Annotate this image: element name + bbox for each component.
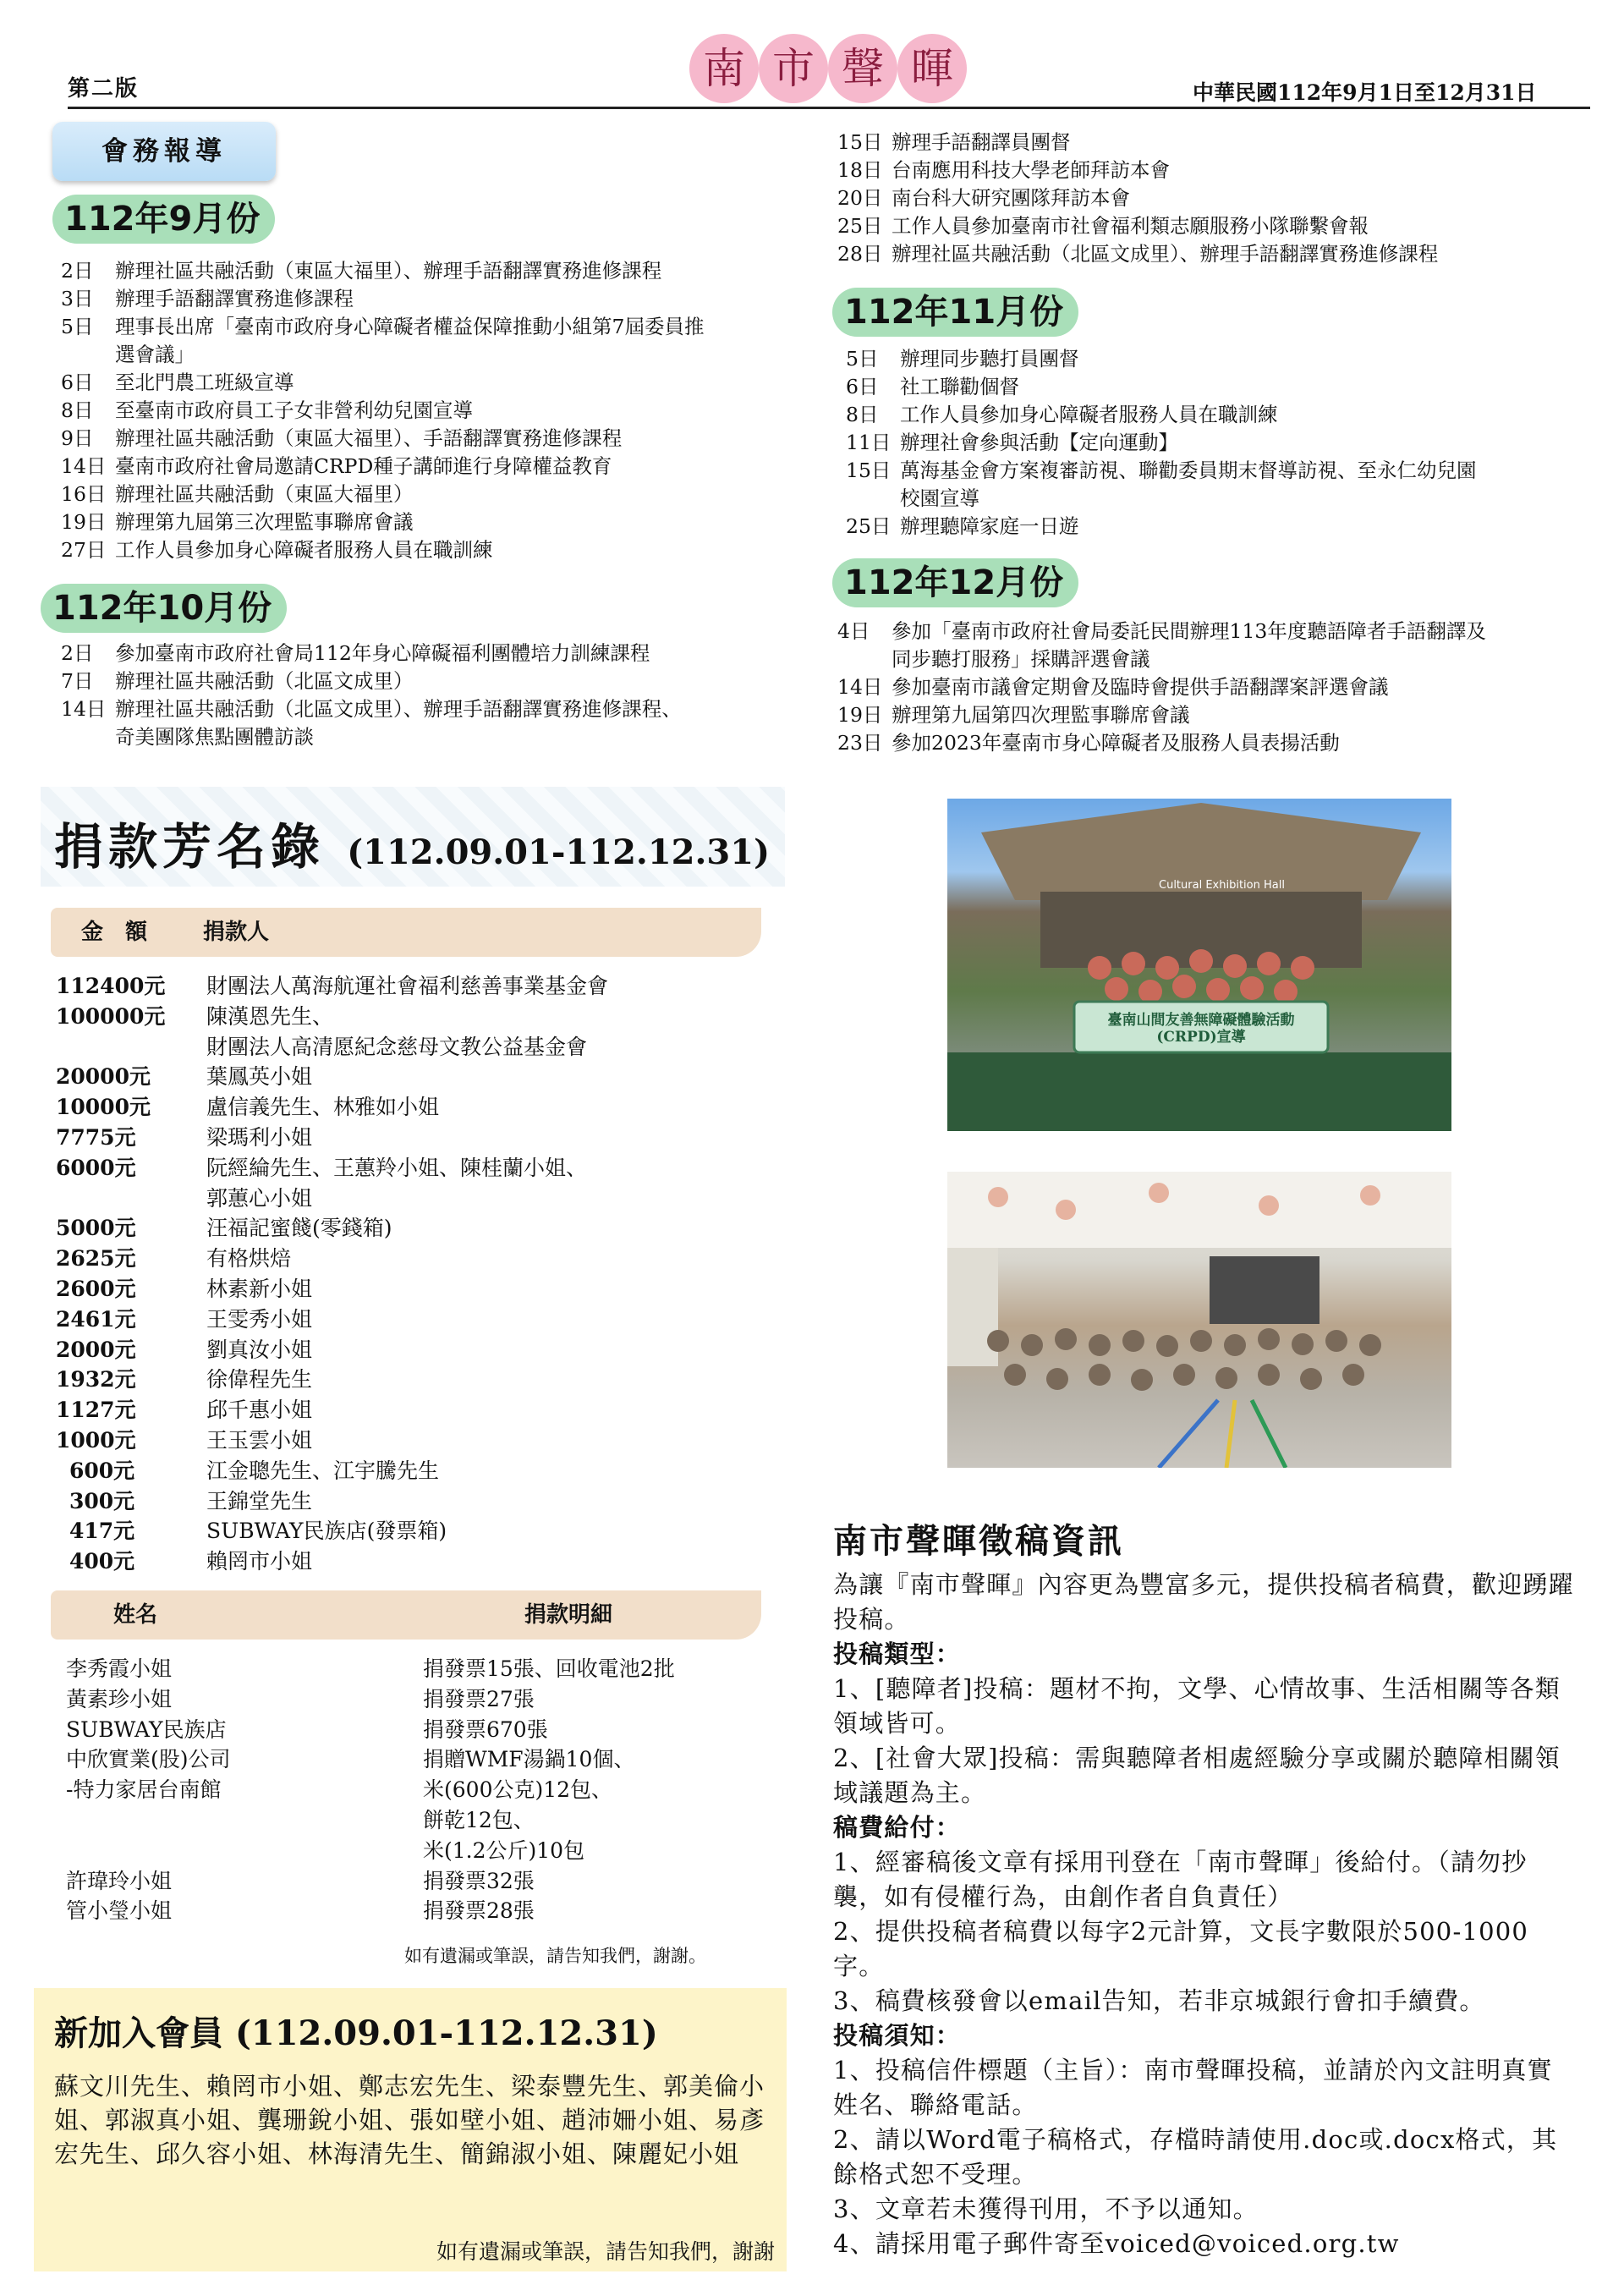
donation-row: [56, 1516, 608, 1546]
event-row: [61, 285, 805, 313]
event-list-oct: [61, 640, 805, 751]
donation-header: [41, 787, 785, 887]
event-text: 臺南市政府社會局邀請CRPD種子講師進行身障權益教育: [115, 454, 612, 478]
event-row: [61, 481, 805, 508]
new-members-title: [54, 2007, 658, 2055]
donation-item-row: [66, 1866, 776, 1897]
item-donor-name: SUBWAY民族店: [66, 1717, 227, 1742]
event-row: [837, 701, 1582, 729]
event-text: 萬海基金會方案複審訪視、聯勸委員期末督導訪視、至永仁幼兒園 校園宣導: [900, 459, 1477, 510]
donation-period: (112.09.01-112.12.31): [347, 832, 771, 872]
donation-amount: [56, 1032, 206, 1063]
event-date: 14日: [837, 675, 883, 699]
event-date: 14日: [61, 697, 107, 721]
donation-item-row: [66, 1684, 776, 1715]
event-text: 南台科大研究團隊拜訪本會: [892, 186, 1130, 210]
item-donor-name: 黃素珍小姐: [66, 1686, 173, 1711]
event-date: 6日: [846, 375, 879, 398]
cfs-paragraph: 1、[聽障者]投稿：題材不拘，文學、心情故事、生活相關等各類領域皆可。: [833, 1674, 1561, 1738]
donation-note: 如有遺漏或筆誤，請告知我們，謝謝。: [404, 1946, 706, 1966]
photo-classroom-illustration: [947, 1172, 1451, 1468]
photo-group-outdoor: [947, 799, 1451, 1131]
col-amount: 金 額: [81, 920, 148, 945]
item-detail: 捐發票27張: [423, 1686, 535, 1711]
donation-row: [56, 1335, 608, 1365]
event-row: [837, 729, 1582, 757]
event-text: 工作人員參加臺南市社會福利類志願服務小隊聯繫會報: [892, 214, 1369, 238]
donation-amount: 1932元: [56, 1367, 136, 1392]
event-text: 至北門農工班級宣導: [115, 371, 294, 394]
event-row: [837, 618, 1582, 673]
donation-item-row: [66, 1805, 776, 1836]
event-date: 8日: [61, 398, 94, 422]
event-date: 20日: [837, 186, 883, 210]
event-text: 參加「臺南市政府社會局委託民間辦理113年度聽語障者手語翻譯及 同步聽打服務」採購評選會議: [892, 619, 1486, 671]
event-row: [837, 129, 1582, 157]
donor-name: 邱千惠小姐: [206, 1398, 313, 1423]
event-date: 19日: [61, 510, 107, 534]
item-donor-name: 管小瑩小姐: [66, 1898, 173, 1924]
event-date: 2日: [61, 259, 94, 283]
issue-date: 中華民國112年9月1日至12月31日: [1193, 80, 1537, 105]
event-date: 6日: [61, 371, 94, 394]
masthead-title: [689, 34, 965, 107]
donation-title-text: 捐款芳名錄: [54, 818, 326, 876]
event-row: [61, 640, 805, 667]
event-date: 16日: [61, 482, 107, 506]
donation-item-row: [66, 1775, 776, 1805]
new-members-box: [34, 1988, 787, 2271]
donation-row: [56, 1092, 608, 1123]
event-row: [846, 429, 1582, 457]
cfs-paragraph: 3、文章若未獲得刊用，不予以通知。: [833, 2194, 1259, 2223]
item-detail: 捐贈WMF湯鍋10個、: [423, 1747, 635, 1772]
donation-row: [56, 1365, 608, 1395]
cfs-paragraph: 2、提供投稿者稿費以每字2元計算，文長字數限於500-1000字。: [833, 1917, 1529, 1980]
event-row: [837, 212, 1582, 240]
event-text: 辦理聽障家庭一日遊: [900, 514, 1079, 538]
donation-amount: 7775元: [56, 1124, 136, 1150]
event-text: 辦理社區共融活動（東區大福里）、手語翻譯實務進修課程: [115, 426, 623, 450]
donation-row: [56, 1546, 608, 1577]
donation-amount: 417元: [69, 1519, 135, 1544]
event-row: [61, 508, 805, 536]
event-row: [61, 397, 805, 425]
donor-name: 阮經綸先生、王蕙羚小姐、陳桂蘭小姐、: [206, 1155, 588, 1180]
item-header-band: [51, 1590, 761, 1640]
event-date: 23日: [837, 731, 883, 755]
event-date: 5日: [846, 347, 879, 371]
donation-item-row: [66, 1744, 776, 1775]
cfs-paragraph: 2、請以Word電子稿格式，存檔時請使用.doc或.docx格式，其餘格式恕不受理。: [833, 2125, 1558, 2189]
month-badge-oct: 112年10月份: [41, 584, 287, 633]
donation-row: [56, 1425, 608, 1456]
donor-name: 盧信義先生、林雅如小姐: [206, 1095, 440, 1120]
masthead-char: 南: [689, 34, 759, 103]
donation-row: [56, 1002, 608, 1032]
cfs-paragraph: 1、經審稿後文章有採用刊登在「南市聲暉」後給付。（請勿抄襲，如有侵權行為，由創作者自負責任）: [833, 1848, 1528, 1911]
event-text: 參加臺南市政府社會局112年身心障礙福利團體培力訓練課程: [115, 641, 650, 665]
item-detail: 米(600公克)12包、: [423, 1777, 613, 1803]
donation-row: [56, 1123, 608, 1153]
new-members-names: 蘇文川先生、賴罔市小姐、鄭志宏先生、梁泰豐先生、郭美倫小姐、郭淑真小姐、龔珊銳小姐、張如壁小姐、趙沛姍小姐、易彥宏先生、邱久容小姐、林海清先生、簡錦淑小姐、陳麗妃小姐: [54, 2072, 765, 2168]
donation-amount: 300元: [69, 1488, 135, 1513]
donor-name: 王錦堂先生: [206, 1488, 313, 1513]
donation-amount: 1127元: [56, 1398, 136, 1423]
event-text: 至臺南市政府員工子女非營利幼兒園宣導: [115, 398, 473, 422]
month-badge-nov: 112年11月份: [832, 288, 1078, 337]
donor-name: 王玉雲小姐: [206, 1427, 313, 1453]
event-row: [61, 313, 805, 369]
event-text: 辦理第九屆第四次理監事聯席會議: [892, 703, 1190, 727]
event-row: [837, 184, 1582, 212]
item-donor-name: [66, 1836, 423, 1866]
event-date: 7日: [61, 669, 94, 693]
event-list-sep: [61, 257, 805, 564]
donation-item-list: [66, 1654, 776, 1926]
donation-amount: [56, 1184, 206, 1214]
donation-row: [56, 1184, 608, 1214]
event-row: [846, 513, 1582, 541]
masthead-char: 暉: [897, 34, 967, 103]
cfs-paragraph: 2、[社會大眾]投稿：需與聽障者相處經驗分享或關於聽障相關領域議題為主。: [833, 1744, 1561, 1807]
event-date: 9日: [61, 426, 94, 450]
item-detail: 捐發票15張、回收電池2批: [423, 1656, 675, 1681]
event-date: 14日: [61, 454, 107, 478]
donor-name: 財團法人高清愿紀念慈母文教公益基金會: [206, 1034, 588, 1059]
cfs-paragraph: 稿費給付：: [833, 1813, 962, 1842]
donation-item-row: [66, 1896, 776, 1926]
event-row: [846, 401, 1582, 429]
cfs-title: 南市聲暉徵稿資訊: [833, 1521, 1124, 1561]
month-badge-sep: 112年9月份: [52, 195, 275, 244]
donation-row: [56, 1032, 608, 1063]
item-donor-name: -特力家居台南館: [66, 1777, 222, 1803]
donor-name: 徐偉程先生: [206, 1367, 313, 1392]
event-text: 理事長出席「臺南市政府身心障礙者權益保障推動小組第7屆委員推 選會議」: [115, 315, 705, 366]
donation-amount: 6000元: [56, 1155, 136, 1180]
event-row: [837, 673, 1582, 701]
header-rule: [68, 107, 1590, 109]
event-list-dec: [837, 618, 1582, 757]
event-date: 3日: [61, 287, 94, 310]
event-text: 辦理手語翻譯實務進修課程: [115, 287, 354, 310]
call-for-submissions: [833, 1514, 1577, 2261]
donation-row: [56, 1153, 608, 1184]
photo-outdoor-illustration: [947, 799, 1451, 1131]
event-text: 辦理手語翻譯員團督: [892, 130, 1071, 154]
event-text: 辦理同步聽打員團督: [900, 347, 1079, 371]
item-donor-name: [66, 1805, 423, 1836]
event-text: 辦理社區共融活動（東區大福里）、辦理手語翻譯實務進修課程: [115, 259, 662, 283]
event-text: 辦理社區共融活動（北區文成里）、辦理手語翻譯實務進修課程: [892, 242, 1439, 266]
event-text: 辦理社區共融活動（東區大福里）: [115, 482, 414, 506]
donation-row: [56, 1395, 608, 1425]
col-name: 姓名: [113, 1602, 158, 1628]
donor-name: 江金聰先生、江宇騰先生: [206, 1458, 440, 1483]
event-text: 辦理社會參與活動【定向運動】: [900, 431, 1178, 454]
cfs-paragraph: 為讓『南市聲暉』內容更為豐富多元，提供投稿者稿費，歡迎踴躍投稿。: [833, 1570, 1574, 1634]
edition-label: 第二版: [68, 76, 140, 102]
donor-name: 梁瑪利小姐: [206, 1124, 313, 1150]
event-list-nov: [846, 345, 1582, 541]
photo1-banner-text: Cultural Exhibition Hall: [1159, 879, 1285, 892]
event-list-oct-cont: [837, 129, 1582, 268]
event-text: 辦理社區共融活動（北區文成里）: [115, 669, 414, 693]
donor-name: 王雯秀小姐: [206, 1306, 313, 1332]
event-date: 25日: [846, 514, 892, 538]
event-text: 參加臺南市議會定期會及臨時會提供手語翻譯案評選會議: [892, 675, 1389, 699]
cfs-paragraph: 1、投稿信件標題（主旨）：南市聲暉投稿，並請於內文註明真實姓名、聯絡電話。: [833, 2056, 1553, 2119]
donation-title: [54, 807, 770, 878]
cfs-paragraph: 3、稿費核發會以email告知，若非京城銀行會扣手續費。: [833, 1986, 1485, 2015]
event-date: 15日: [837, 130, 883, 154]
item-detail: 餅乾12包、: [423, 1807, 535, 1832]
event-row: [61, 695, 805, 751]
event-row: [61, 667, 805, 695]
event-date: 15日: [846, 459, 892, 482]
donation-amount-list: [56, 971, 608, 1577]
donor-name: 劉真汝小姐: [206, 1337, 313, 1362]
event-row: [846, 373, 1582, 401]
donation-amount: 1000元: [56, 1427, 136, 1453]
event-date: 27日: [61, 538, 107, 562]
event-text: 工作人員參加身心障礙者服務人員在職訓練: [115, 538, 493, 562]
donor-name: 葉鳳英小姐: [206, 1064, 313, 1090]
donation-row: [56, 971, 608, 1002]
item-detail: 捐發票28張: [423, 1898, 535, 1924]
donor-name: 財團法人萬海航運社會福利慈善事業基金會: [206, 974, 609, 998]
donation-amount: 400元: [69, 1549, 135, 1574]
donation-amount: 20000元: [56, 1064, 151, 1090]
donor-name: 賴罔市小姐: [206, 1549, 313, 1574]
donation-row: [56, 1456, 608, 1486]
event-text: 辦理第九屆第三次理監事聯席會議: [115, 510, 414, 534]
month-badge-dec: 112年12月份: [832, 558, 1078, 607]
donation-amount: 10000元: [56, 1095, 151, 1120]
donation-row: [56, 1062, 608, 1092]
donor-name: 陳漢恩先生、: [206, 1003, 334, 1029]
col-donor: 捐款人: [203, 920, 270, 945]
donor-name: 郭蕙心小姐: [206, 1185, 313, 1211]
donation-amount: 100000元: [56, 1003, 166, 1029]
new-members-period: (112.09.01-112.12.31): [234, 2013, 658, 2053]
event-text: 參加2023年臺南市身心障礙者及服務人員表揚活動: [892, 731, 1340, 755]
photo-group-classroom: [947, 1172, 1451, 1468]
event-date: 8日: [846, 403, 879, 426]
donation-row: [56, 1244, 608, 1274]
item-donor-name: 許瑋玲小姐: [66, 1868, 173, 1893]
cfs-paragraph: 4、請採用電子郵件寄至voiced@voiced.org.tw: [833, 2229, 1400, 2258]
event-date: 19日: [837, 703, 883, 727]
event-date: 11日: [846, 431, 892, 454]
masthead-char: 聲: [828, 34, 897, 103]
item-donor-name: 李秀霞小姐: [66, 1656, 173, 1681]
new-members-note: 如有遺漏或筆誤，請告知我們，謝謝: [436, 2239, 775, 2264]
event-text: 台南應用科技大學老師拜訪本會: [892, 158, 1170, 182]
event-row: [61, 453, 805, 481]
event-row: [846, 457, 1582, 513]
event-date: 18日: [837, 158, 883, 182]
donation-item-row: [66, 1654, 776, 1684]
event-row: [61, 425, 805, 453]
event-text: 辦理社區共融活動（北區文成里）、辦理手語翻譯實務進修課程、 奇美團隊焦點團體訪談: [115, 697, 682, 749]
photo1-sign-text: 臺南山間友善無障礙體驗活動(CRPD)宣導: [1107, 1012, 1295, 1046]
event-row: [837, 157, 1582, 184]
event-date: 25日: [837, 214, 883, 238]
event-row: [61, 369, 805, 397]
donation-amount: 2625元: [56, 1246, 136, 1272]
event-row: [61, 257, 805, 285]
donation-amount: 5000元: [56, 1216, 136, 1241]
event-row: [846, 345, 1582, 373]
event-row: [61, 536, 805, 564]
new-members-title-text: 新加入會員: [54, 2013, 223, 2053]
donation-amount: 2000元: [56, 1337, 136, 1362]
event-text: 社工聯勸個督: [900, 375, 1019, 398]
item-detail: 米(1.2公斤)10包: [423, 1837, 585, 1863]
donation-amount: 112400元: [56, 974, 166, 998]
donation-row: [56, 1486, 608, 1517]
masthead-char: 市: [759, 34, 828, 103]
event-date: 5日: [61, 315, 94, 338]
col-detail: 捐款明細: [524, 1602, 613, 1628]
donor-name: 汪福記蜜餞(零錢箱): [206, 1216, 392, 1241]
amount-header-band: [51, 908, 761, 957]
cfs-paragraph: 投稿類型：: [833, 1640, 962, 1668]
section-label-report: 會務報導: [52, 122, 276, 181]
donation-item-row: [66, 1715, 776, 1745]
donor-name: SUBWAY民族店(發票箱): [206, 1519, 447, 1544]
cfs-paragraph: 投稿須知：: [833, 2021, 962, 2050]
item-detail: 捐發票32張: [423, 1868, 535, 1893]
donation-amount: 600元: [69, 1458, 135, 1483]
donation-row: [56, 1213, 608, 1244]
event-date: 28日: [837, 242, 883, 266]
event-text: 工作人員參加身心障礙者服務人員在職訓練: [900, 403, 1278, 426]
donation-amount: 2600元: [56, 1276, 136, 1301]
donation-row: [56, 1274, 608, 1305]
item-detail: 捐發票670張: [423, 1717, 548, 1742]
item-donor-name: 中欣實業(股)公司: [66, 1747, 231, 1772]
event-date: 4日: [837, 619, 870, 643]
cfs-body: [833, 1568, 1577, 2261]
donor-name: 有格烘焙: [206, 1246, 292, 1272]
donation-row: [56, 1305, 608, 1335]
donation-amount: 2461元: [56, 1306, 136, 1332]
event-row: [837, 240, 1582, 268]
event-date: 2日: [61, 641, 94, 665]
donation-item-row: [66, 1836, 776, 1866]
donor-name: 林素新小姐: [206, 1276, 313, 1301]
